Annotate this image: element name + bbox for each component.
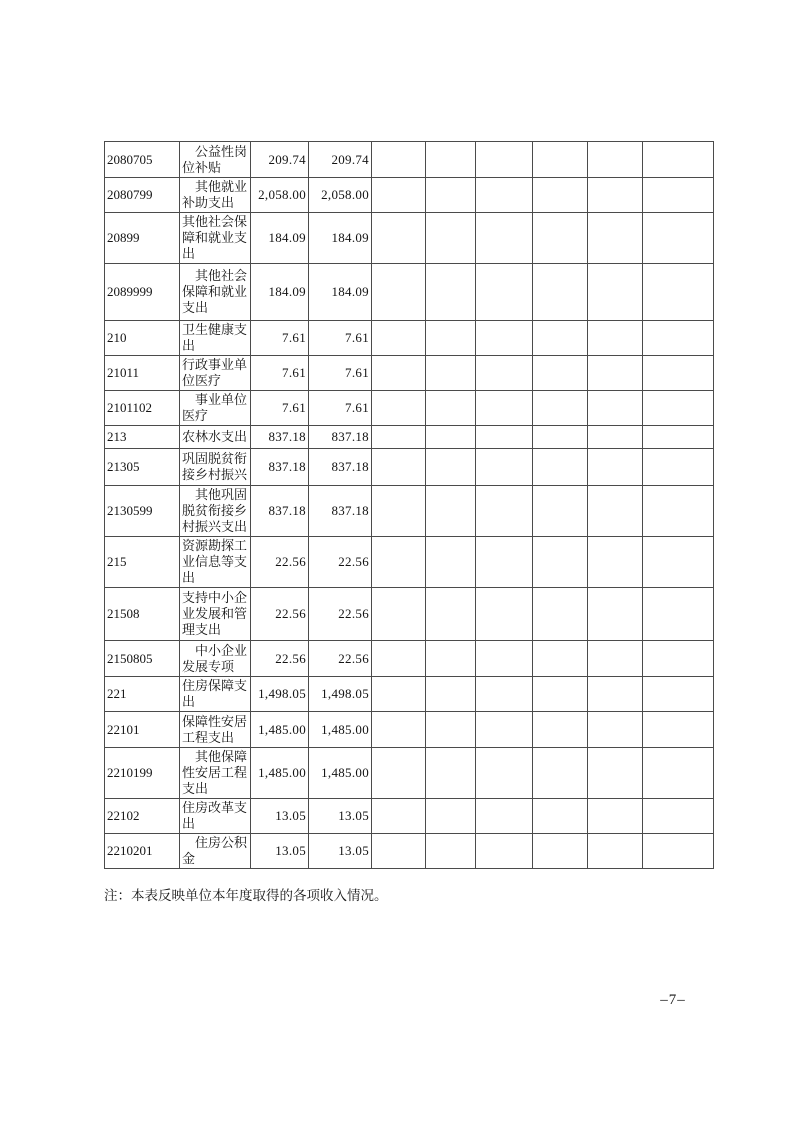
code-cell: 2210199 — [105, 748, 180, 799]
empty-cell — [533, 641, 588, 677]
code-cell: 2130599 — [105, 486, 180, 537]
name-cell: 农林水支出 — [180, 426, 251, 449]
table-row — [105, 677, 714, 712]
empty-cell — [476, 712, 533, 748]
code-cell: 221 — [105, 677, 180, 712]
table-body — [105, 142, 714, 869]
empty-cell — [643, 356, 714, 391]
empty-cell — [426, 178, 476, 213]
value2-cell: 22.56 — [309, 588, 372, 641]
name-cell: 住房公积金 — [180, 834, 251, 869]
name-cell: 其他巩固脱贫衔接乡村振兴支出 — [180, 486, 251, 537]
value1-cell: 22.56 — [251, 641, 309, 677]
value1-cell: 7.61 — [251, 356, 309, 391]
empty-cell — [643, 712, 714, 748]
value1-cell: 13.05 — [251, 799, 309, 834]
empty-cell — [643, 449, 714, 486]
value2-cell: 837.18 — [309, 486, 372, 537]
empty-cell — [372, 426, 426, 449]
empty-cell — [533, 449, 588, 486]
name-cell: 资源勘探工业信息等支出 — [180, 537, 251, 588]
value1-cell: 22.56 — [251, 537, 309, 588]
page-number: –7– — [660, 992, 686, 1008]
empty-cell — [426, 677, 476, 712]
empty-cell — [476, 356, 533, 391]
name-cell: 卫生健康支出 — [180, 321, 251, 356]
empty-cell — [588, 426, 643, 449]
table-row — [105, 178, 714, 213]
empty-cell — [643, 178, 714, 213]
empty-cell — [533, 426, 588, 449]
empty-cell — [588, 449, 643, 486]
value2-cell: 7.61 — [309, 321, 372, 356]
empty-cell — [476, 588, 533, 641]
code-cell: 2080799 — [105, 178, 180, 213]
empty-cell — [588, 712, 643, 748]
table-row — [105, 748, 714, 799]
revenue-table — [104, 141, 714, 869]
empty-cell — [643, 142, 714, 178]
empty-cell — [372, 213, 426, 264]
name-cell: 支持中小企业发展和管理支出 — [180, 588, 251, 641]
empty-cell — [643, 426, 714, 449]
empty-cell — [476, 426, 533, 449]
empty-cell — [372, 356, 426, 391]
code-cell: 210 — [105, 321, 180, 356]
empty-cell — [588, 748, 643, 799]
name-cell: 中小企业发展专项 — [180, 641, 251, 677]
empty-cell — [476, 321, 533, 356]
empty-cell — [372, 834, 426, 869]
empty-cell — [372, 449, 426, 486]
empty-cell — [476, 213, 533, 264]
code-cell: 22102 — [105, 799, 180, 834]
value2-cell: 1,485.00 — [309, 748, 372, 799]
empty-cell — [372, 391, 426, 426]
code-cell: 213 — [105, 426, 180, 449]
empty-cell — [643, 321, 714, 356]
empty-cell — [372, 264, 426, 321]
table-row — [105, 356, 714, 391]
name-cell: 公益性岗位补贴 — [180, 142, 251, 178]
code-cell: 21011 — [105, 356, 180, 391]
empty-cell — [372, 799, 426, 834]
name-cell: 其他保障性安居工程支出 — [180, 748, 251, 799]
empty-cell — [476, 537, 533, 588]
empty-cell — [372, 641, 426, 677]
table-row — [105, 142, 714, 178]
name-cell: 住房改革支出 — [180, 799, 251, 834]
value2-cell: 209.74 — [309, 142, 372, 178]
empty-cell — [588, 264, 643, 321]
empty-cell — [643, 264, 714, 321]
empty-cell — [533, 588, 588, 641]
empty-cell — [533, 834, 588, 869]
empty-cell — [588, 213, 643, 264]
empty-cell — [426, 426, 476, 449]
table-row — [105, 641, 714, 677]
empty-cell — [588, 356, 643, 391]
value1-cell: 13.05 — [251, 834, 309, 869]
value2-cell: 2,058.00 — [309, 178, 372, 213]
empty-cell — [426, 449, 476, 486]
empty-cell — [533, 178, 588, 213]
empty-cell — [588, 588, 643, 641]
empty-cell — [426, 391, 476, 426]
empty-cell — [643, 641, 714, 677]
empty-cell — [476, 748, 533, 799]
empty-cell — [426, 213, 476, 264]
empty-cell — [476, 486, 533, 537]
code-cell: 2150805 — [105, 641, 180, 677]
empty-cell — [372, 588, 426, 641]
value1-cell: 7.61 — [251, 321, 309, 356]
value2-cell: 184.09 — [309, 213, 372, 264]
code-cell: 2101102 — [105, 391, 180, 426]
empty-cell — [426, 799, 476, 834]
empty-cell — [426, 356, 476, 391]
code-cell: 22101 — [105, 712, 180, 748]
empty-cell — [426, 641, 476, 677]
empty-cell — [533, 321, 588, 356]
code-cell: 21305 — [105, 449, 180, 486]
empty-cell — [588, 537, 643, 588]
name-cell: 住房保障支出 — [180, 677, 251, 712]
value2-cell: 7.61 — [309, 391, 372, 426]
value2-cell: 184.09 — [309, 264, 372, 321]
empty-cell — [426, 834, 476, 869]
empty-cell — [588, 641, 643, 677]
empty-cell — [372, 677, 426, 712]
value2-cell: 22.56 — [309, 537, 372, 588]
empty-cell — [533, 486, 588, 537]
empty-cell — [426, 712, 476, 748]
table-row — [105, 712, 714, 748]
value1-cell: 7.61 — [251, 391, 309, 426]
empty-cell — [426, 486, 476, 537]
empty-cell — [372, 321, 426, 356]
empty-cell — [426, 537, 476, 588]
value1-cell: 1,485.00 — [251, 712, 309, 748]
empty-cell — [643, 834, 714, 869]
value2-cell: 13.05 — [309, 834, 372, 869]
empty-cell — [643, 748, 714, 799]
value1-cell: 184.09 — [251, 264, 309, 321]
name-cell: 巩固脱贫衔接乡村振兴 — [180, 449, 251, 486]
table-row — [105, 486, 714, 537]
empty-cell — [588, 178, 643, 213]
empty-cell — [533, 142, 588, 178]
value2-cell: 837.18 — [309, 426, 372, 449]
empty-cell — [533, 537, 588, 588]
table-row — [105, 426, 714, 449]
code-cell: 20899 — [105, 213, 180, 264]
empty-cell — [372, 178, 426, 213]
value1-cell: 2,058.00 — [251, 178, 309, 213]
empty-cell — [643, 213, 714, 264]
name-cell: 其他就业补助支出 — [180, 178, 251, 213]
empty-cell — [533, 264, 588, 321]
value1-cell: 837.18 — [251, 486, 309, 537]
empty-cell — [476, 449, 533, 486]
value2-cell: 22.56 — [309, 641, 372, 677]
table-row — [105, 588, 714, 641]
value2-cell: 13.05 — [309, 799, 372, 834]
empty-cell — [643, 486, 714, 537]
table-row — [105, 391, 714, 426]
empty-cell — [476, 391, 533, 426]
code-cell: 2089999 — [105, 264, 180, 321]
empty-cell — [533, 799, 588, 834]
empty-cell — [643, 588, 714, 641]
empty-cell — [588, 486, 643, 537]
name-cell: 其他社会保障和就业支出 — [180, 213, 251, 264]
empty-cell — [372, 142, 426, 178]
name-cell: 其他社会保障和就业支出 — [180, 264, 251, 321]
name-cell: 保障性安居工程支出 — [180, 712, 251, 748]
empty-cell — [588, 142, 643, 178]
table-row — [105, 799, 714, 834]
code-cell: 21508 — [105, 588, 180, 641]
empty-cell — [588, 677, 643, 712]
value1-cell: 1,485.00 — [251, 748, 309, 799]
empty-cell — [588, 834, 643, 869]
empty-cell — [372, 537, 426, 588]
empty-cell — [643, 391, 714, 426]
empty-cell — [476, 178, 533, 213]
empty-cell — [372, 486, 426, 537]
empty-cell — [588, 799, 643, 834]
value2-cell: 1,498.05 — [309, 677, 372, 712]
value2-cell: 7.61 — [309, 356, 372, 391]
empty-cell — [476, 264, 533, 321]
table-row — [105, 213, 714, 264]
value1-cell: 1,498.05 — [251, 677, 309, 712]
table-row — [105, 537, 714, 588]
empty-cell — [426, 748, 476, 799]
empty-cell — [533, 356, 588, 391]
value1-cell: 209.74 — [251, 142, 309, 178]
empty-cell — [533, 213, 588, 264]
empty-cell — [476, 799, 533, 834]
empty-cell — [476, 677, 533, 712]
value1-cell: 184.09 — [251, 213, 309, 264]
empty-cell — [426, 588, 476, 641]
name-cell: 事业单位医疗 — [180, 391, 251, 426]
value1-cell: 837.18 — [251, 449, 309, 486]
empty-cell — [533, 712, 588, 748]
empty-cell — [643, 799, 714, 834]
empty-cell — [533, 391, 588, 426]
empty-cell — [426, 142, 476, 178]
table-row — [105, 264, 714, 321]
empty-cell — [372, 712, 426, 748]
empty-cell — [372, 748, 426, 799]
empty-cell — [588, 391, 643, 426]
code-cell: 215 — [105, 537, 180, 588]
code-cell: 2080705 — [105, 142, 180, 178]
empty-cell — [643, 677, 714, 712]
empty-cell — [476, 834, 533, 869]
empty-cell — [588, 321, 643, 356]
empty-cell — [426, 264, 476, 321]
empty-cell — [426, 321, 476, 356]
empty-cell — [533, 677, 588, 712]
code-cell: 2210201 — [105, 834, 180, 869]
value1-cell: 837.18 — [251, 426, 309, 449]
table-row — [105, 834, 714, 869]
empty-cell — [533, 748, 588, 799]
value2-cell: 1,485.00 — [309, 712, 372, 748]
table-row — [105, 321, 714, 356]
table-note: 注：本表反映单位本年度取得的各项收入情况。 — [104, 887, 388, 903]
empty-cell — [476, 641, 533, 677]
value1-cell: 22.56 — [251, 588, 309, 641]
empty-cell — [643, 537, 714, 588]
name-cell: 行政事业单位医疗 — [180, 356, 251, 391]
empty-cell — [476, 142, 533, 178]
value2-cell: 837.18 — [309, 449, 372, 486]
table-row — [105, 449, 714, 486]
